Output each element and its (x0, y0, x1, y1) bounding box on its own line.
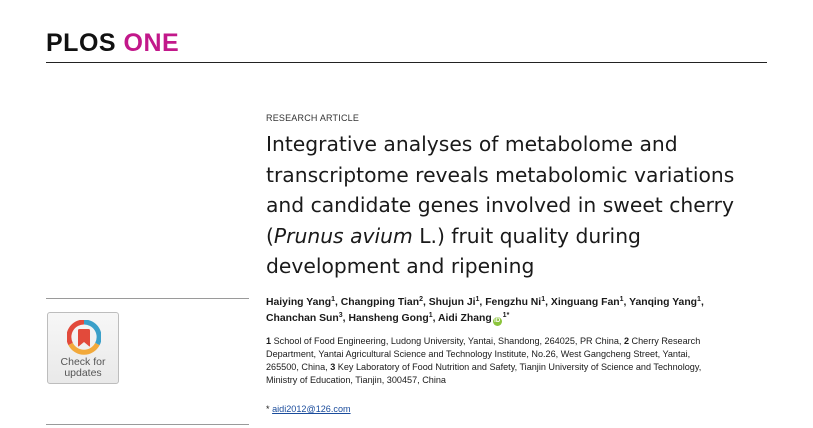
affiliation-text: Key Laboratory of Food Nutrition and Safety, Tianjin University of Science and Technology, (335, 362, 702, 372)
author-name: Aidi Zhang (437, 313, 492, 324)
badge-line-2: updates (64, 367, 102, 379)
affiliation-text: School of Food Engineering, Ludong University, Yantai, Shandong, 264025, PR China, (271, 336, 624, 346)
article-type: RESEARCH ARTICLE (266, 113, 360, 123)
author-affiliation: 1 (331, 296, 335, 303)
article-title (266, 129, 786, 282)
author-affiliation: 2 (419, 296, 423, 303)
affiliation-number: 2 (623, 336, 629, 346)
title-line-5: development and ripening (266, 254, 535, 278)
author-name: Yanqing Yang (629, 297, 698, 308)
journal-logo (46, 28, 179, 58)
corresponding-marker: * (266, 404, 270, 414)
author-name: Haiying Yang (266, 297, 332, 308)
species-name: Prunus avium (273, 223, 413, 248)
author-affiliation: 1 (502, 312, 507, 319)
orcid-icon[interactable]: iD (494, 318, 501, 324)
corresponding-marker: * (506, 312, 510, 319)
author-line-2: Chanchan Sun$^3$, Hansheng Gong$^1$, Aidi Zhang $iD^{1*}$ (266, 312, 510, 324)
affiliation-number: 1 (266, 336, 272, 346)
affiliation-number: 3 (330, 362, 336, 372)
title-line-3: and candidate genes involved in sweet cherry (266, 193, 735, 217)
corresponding-author (266, 403, 351, 416)
title-line-1: Integrative analyses of metabolome and (266, 132, 678, 156)
check-for-updates-icon (67, 320, 101, 356)
title-line-4 (266, 221, 786, 252)
author-name: Changping Tian (340, 297, 420, 308)
title-line-4-post: L.) fruit quality during (412, 223, 641, 248)
sidebar-divider-bottom (46, 424, 249, 425)
author-line-1: Haiying Yang$^1$, Changping Tian$^2$, Shujun Ji$^1$, Fengzhu Ni$^1$, Xinguang Fan$^1$, Yanqing Yang$^1$, (266, 296, 704, 308)
journal-name-plos: PLOS (46, 29, 117, 57)
author-affiliation: 1 (619, 296, 624, 303)
corresponding-email-link[interactable]: aidi2012@126.com (272, 404, 351, 414)
sidebar-divider-top (46, 298, 249, 299)
title-line-4-pre: ( (266, 223, 274, 248)
affiliation-line-1 (266, 335, 771, 348)
author-name: Shujun Ji (428, 297, 476, 308)
affiliation-text: Cherry Research (629, 336, 701, 346)
check-for-updates-button[interactable] (47, 312, 119, 384)
author-name: Chanchan Sun (266, 313, 339, 324)
affiliations (266, 335, 771, 387)
title-line-2: transcriptome reveals metabolomic variations (266, 162, 735, 187)
author-name: Hansheng Gong (348, 313, 429, 324)
affiliation-line-3 (266, 361, 771, 374)
affiliation-text: 265500, China, (266, 362, 331, 372)
badge-line-1: Check for (60, 356, 106, 368)
author-list (266, 295, 776, 327)
header-divider (46, 62, 767, 63)
author-affiliation: 1 (428, 312, 433, 319)
author-affiliation: 1 (475, 296, 480, 303)
author-affiliation: 1 (541, 296, 546, 303)
author-name: Fengzhu Ni (485, 297, 542, 308)
journal-name-one: ONE (123, 29, 180, 57)
affiliation-line-2: Department, Yantai Agricultural Science and Technology Institute, No.26, West Gangcheng Street, Yantai, (266, 349, 691, 359)
author-affiliation: 3 (338, 312, 343, 319)
check-for-updates-label (48, 357, 118, 379)
author-affiliation: 1 (697, 296, 701, 303)
affiliation-line-4: Ministry of Education, Tianjin, 300457, China (266, 375, 446, 385)
author-name: Xinguang Fan (550, 297, 620, 308)
